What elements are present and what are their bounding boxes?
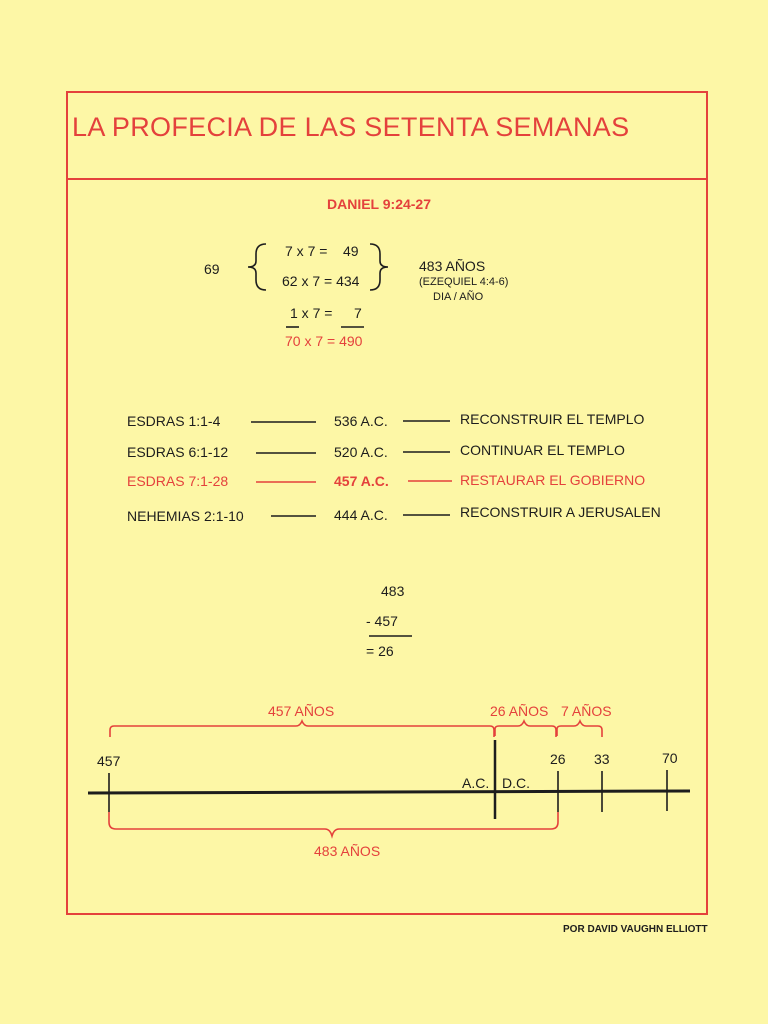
subtraction-top: 483	[381, 583, 405, 599]
ezekiel-reference: (EZEQUIEL 4:4-6)	[419, 276, 509, 288]
span-26-label: 26 AÑOS	[490, 703, 549, 719]
span-7-label: 7 AÑOS	[561, 703, 612, 719]
daniel-reference: DANIEL 9:24-27	[327, 196, 432, 212]
decree-year-2: 520 A.C.	[334, 444, 388, 460]
tick-label-457: 457	[97, 753, 121, 769]
tick-label-70: 70	[662, 750, 678, 766]
brace-26	[495, 721, 556, 737]
decree-year-4: 444 A.C.	[334, 507, 388, 523]
decree-ref-2: ESDRAS 6:1-12	[127, 444, 229, 460]
era-label-ac: A.C.	[462, 775, 490, 791]
decree-year-1: 536 A.C.	[334, 413, 388, 429]
decree-ref-4: NEHEMIAS 2:1-10	[127, 508, 244, 524]
decree-action-3: RESTAURAR EL GOBIERNO	[460, 472, 646, 488]
calc-line-3-result: 7	[354, 305, 362, 321]
timeline-axis	[88, 791, 690, 793]
author-credit: POR DAVID VAUGHN ELLIOTT	[563, 924, 708, 935]
decree-action-2: CONTINUAR EL TEMPLO	[460, 442, 625, 458]
years-483: 483 AÑOS	[419, 258, 486, 274]
calc-line-2: 62 x 7 = 434	[282, 273, 360, 289]
decree-ref-3: ESDRAS 7:1-28	[127, 473, 229, 489]
brace-457	[110, 721, 494, 737]
page-title: LA PROFECIA DE LAS SETENTA SEMANAS	[72, 112, 630, 142]
decree-year-3: 457 A.C.	[334, 473, 389, 489]
tick-label-26: 26	[550, 751, 566, 767]
calc-line-1: 7 x 7 =	[285, 243, 328, 259]
span-483-label: 483 AÑOS	[314, 843, 381, 859]
subtraction-minus: - 457	[366, 613, 398, 629]
era-label-dc: D.C.	[502, 775, 530, 791]
right-brace	[370, 244, 388, 290]
brace-7	[557, 721, 602, 737]
brace-483	[109, 812, 558, 836]
weeks-69: 69	[204, 261, 220, 277]
left-brace	[248, 244, 266, 290]
tick-label-33: 33	[594, 751, 610, 767]
calc-line-4: 70 x 7 = 490	[285, 333, 363, 349]
span-457-label: 457 AÑOS	[268, 703, 335, 719]
decree-action-4: RECONSTRUIR A JERUSALEN	[460, 504, 661, 520]
day-year-label: DIA / AÑO	[433, 291, 484, 303]
decree-action-1: RECONSTRUIR EL TEMPLO	[460, 411, 645, 427]
calc-line-3: 1 x 7 =	[290, 305, 333, 321]
subtraction-result: = 26	[366, 643, 394, 659]
decree-ref-1: ESDRAS 1:1-4	[127, 413, 221, 429]
calc-line-1-result: 49	[343, 243, 359, 259]
